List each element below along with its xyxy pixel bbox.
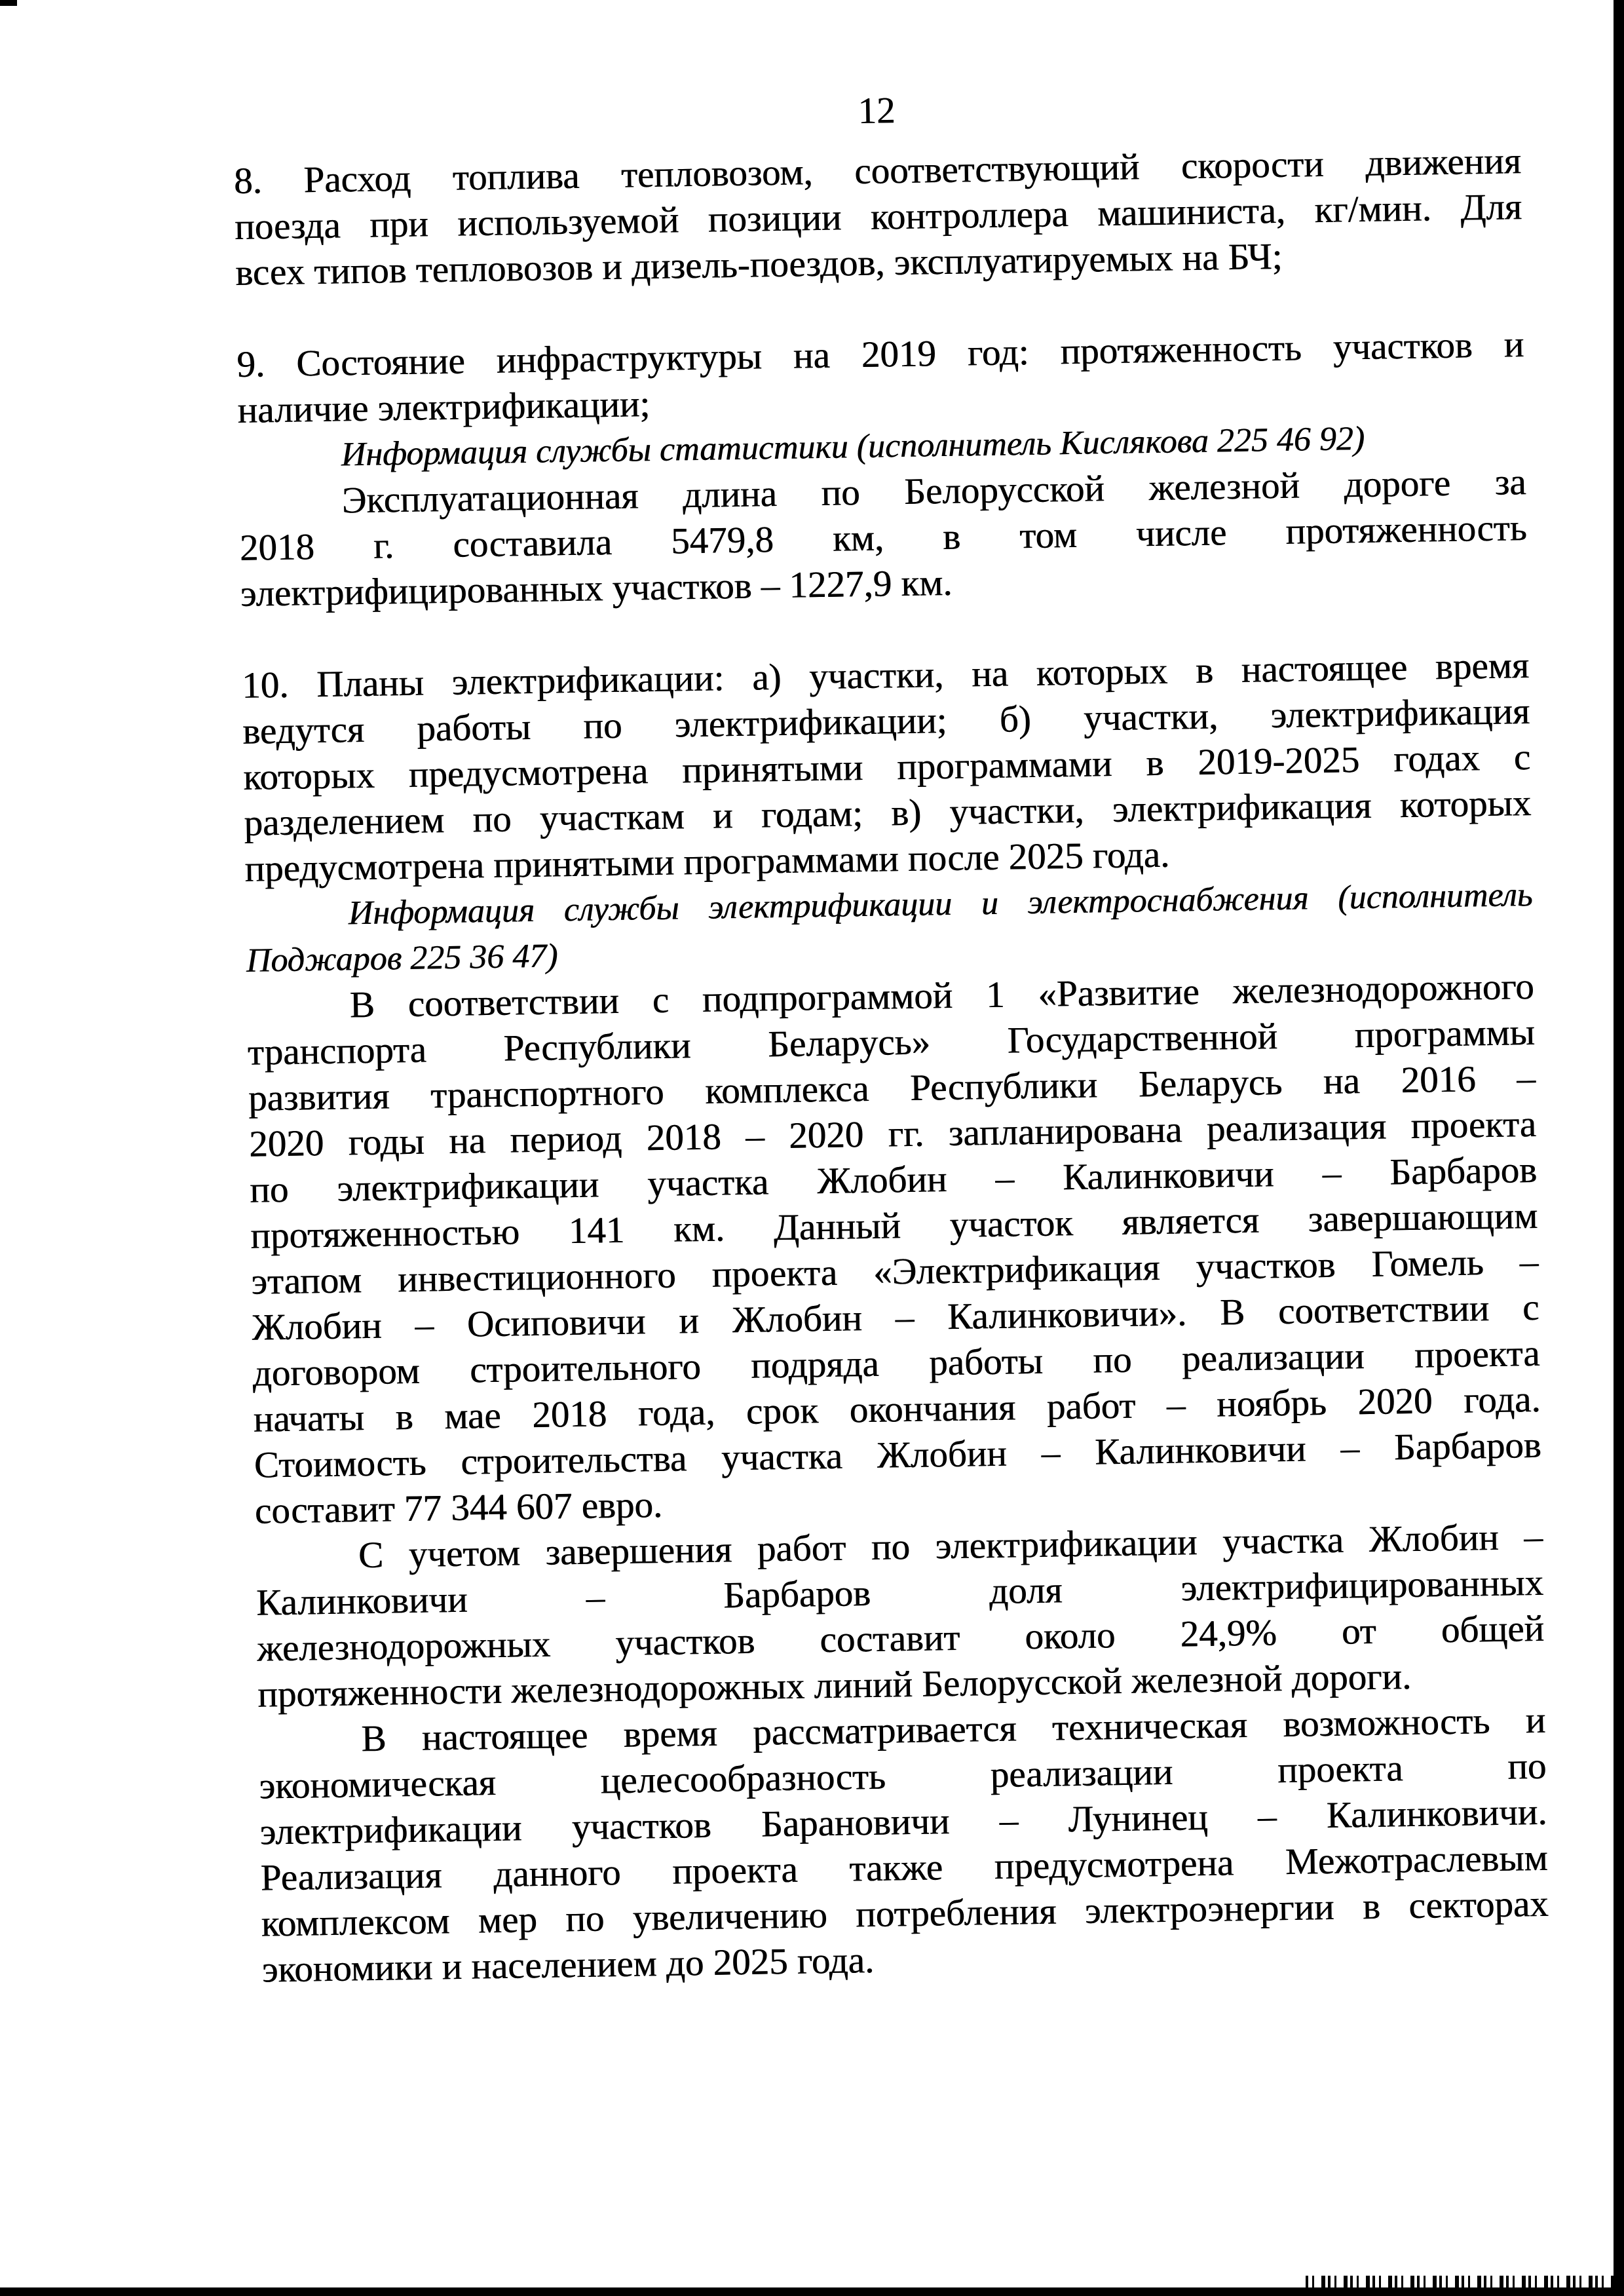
text-line: экономическая целесообразность реализации проекта по (258, 1745, 1547, 1807)
text-line: Жлобин – Осиповичи и Жлобин – Калинковичи». В соответствии с (251, 1286, 1539, 1349)
para-operational-length (238, 459, 1528, 617)
scan-bottom-edge-bar (0, 2287, 1624, 2296)
text-line: Информация службы статистики (исполнитель Кислякова 225 46 92) (341, 419, 1365, 474)
text-line: 9. Состояние инфраструктуры на 2019 год: протяженность участков и (236, 324, 1524, 385)
text-line: всех типов тепловозов и дизель-поездов, эксплуатируемых на БЧ; (235, 235, 1283, 294)
text-line: Стоимость строительства участка Жлобин – Калинковичи – Барбаров (254, 1424, 1542, 1486)
document-body (233, 78, 1549, 1993)
text-line: протяженностью 141 км. Данный участок является завершающим (250, 1195, 1538, 1257)
text-line: экономики и населением до 2025 года. (261, 1939, 875, 1991)
para-electrified-share (255, 1514, 1545, 1718)
text-line: комплексом мер по увеличению потребления электроэнергии в секторах (261, 1883, 1549, 1945)
text-line: составит 77 344 607 евро. (254, 1483, 663, 1532)
text-line: транспорта Республики Беларусь» Государственной программы (247, 1011, 1536, 1073)
scan-corner-mark (0, 0, 17, 6)
paragraphs-container (233, 138, 1549, 1993)
text-line: 8. Расход топлива тепловозом, соответствующий скорости движения (233, 140, 1522, 202)
text-line: Калинковичи – Барбаров доля электрифицированных (255, 1561, 1544, 1624)
text-line: Реализация данного проекта также предусмотрена Межотраслевым (260, 1837, 1548, 1899)
text-line: Эксплуатационная длина по Белорусской железной дороге за (341, 461, 1526, 522)
text-line: 10. Планы электрификации: а) участки, на которых в настоящее время (241, 645, 1530, 706)
text-line: В соответствии с подпрограммой 1 «Развитие железнодорожного (349, 965, 1535, 1026)
text-line: которых предусмотрена принятыми программами в 2019-2025 годах с (242, 737, 1531, 798)
text-line: развития транспортного комплекса Республики Беларусь на 2016 – (248, 1057, 1536, 1119)
text-line: поезда при используемой позиции контроллера машиниста, кг/мин. Для (234, 186, 1522, 248)
text-line: начаты в мае 2018 года, срок окончания работ – ноябрь 2020 года. (253, 1378, 1541, 1440)
text-line: разделением по участкам и годам; в) участки, электрификация которых (243, 782, 1532, 844)
text-line: этапом инвестиционного проекта «Электрификация участков Гомель – (250, 1240, 1539, 1303)
text-line: протяженности железнодорожных линий Белорусской железной дороги. (257, 1656, 1412, 1715)
para-current-consideration (258, 1698, 1549, 1993)
para-10 (242, 643, 1532, 892)
scan-barcode-ticks (1306, 2276, 1614, 2287)
text-line: договором строительного подряда работы по реализации проекта (252, 1332, 1540, 1394)
text-line: наличие электрификации; (236, 383, 651, 431)
text-line: Информация службы электрификации и электроснабжения (исполнитель (348, 875, 1533, 932)
text-line: С учетом завершения работ по электрификации участка Жлобин – (358, 1516, 1543, 1577)
text-line: железнодорожных участков составит около 24,9% от общей (256, 1607, 1545, 1670)
text-line: 2020 годы на период 2018 – 2020 гг. запланирована реализация проекта (248, 1103, 1537, 1165)
text-line: В настоящее время рассматривается техническая возможность и (360, 1699, 1546, 1760)
text-line: электрификации участков Барановичи – Лунинец – Калинковичи. (259, 1791, 1547, 1853)
text-line: Поджаров 225 36 47) (246, 937, 558, 980)
scan-right-edge-bar (1614, 0, 1624, 2296)
para-8 (233, 138, 1522, 296)
para-subprogram (246, 964, 1542, 1535)
text-line: ведутся работы по электрификации; б) участки, электрификация (242, 691, 1530, 752)
text-line: 2018 г. составила 5479,8 км, в том числе протяженность (239, 507, 1528, 569)
text-line: предусмотрена принятыми программами после 2025 года. (244, 833, 1170, 890)
text-line: электрифицированных участков – 1227,9 км. (240, 562, 953, 615)
text-line: по электрификации участка Жлобин – Калинковичи – Барбаров (249, 1149, 1538, 1211)
page-number: 12 (857, 90, 896, 132)
